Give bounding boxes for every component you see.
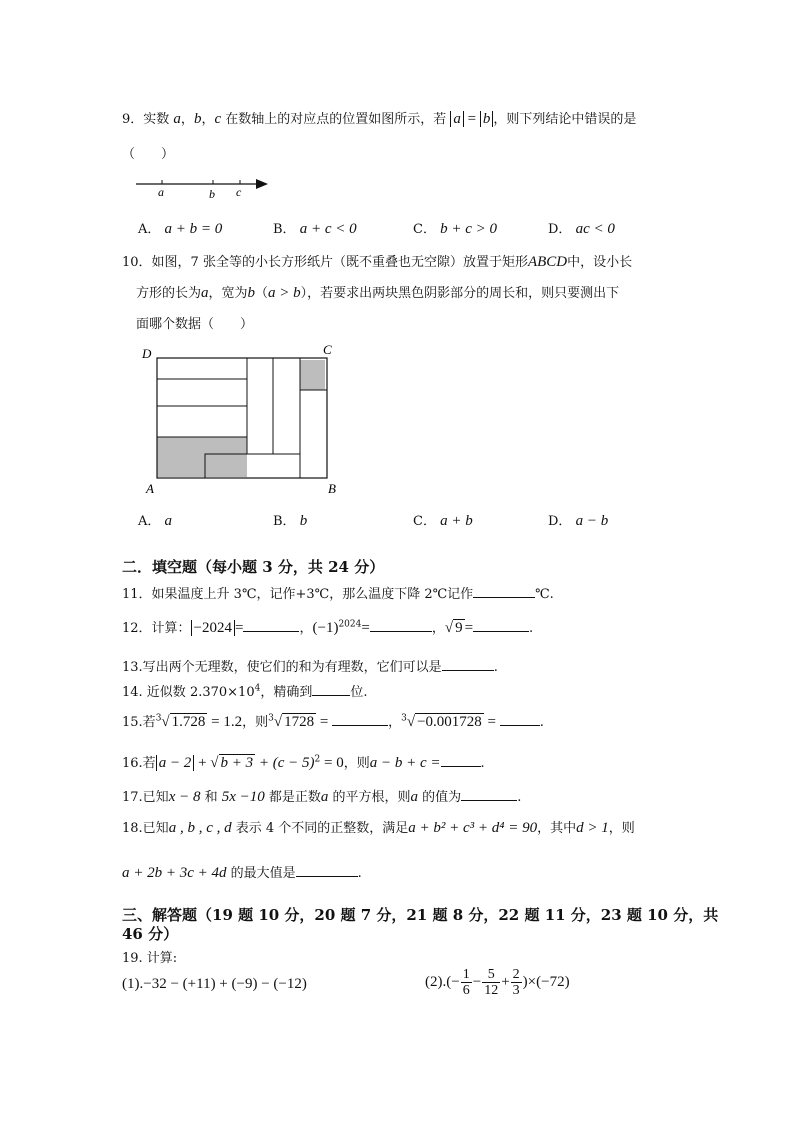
q12-blank-3[interactable] xyxy=(473,618,529,632)
q16: 16.若 a − 2 + √ $b + 3 + (c - 5)^2 = 0$，则a − b + c = . xyxy=(122,754,485,771)
q17: 17.已知x − 8 和 5x −10 都是正数a 的平方根，则a 的值为 . xyxy=(122,789,522,805)
q12-blank-1[interactable] xyxy=(243,618,299,632)
corner-B: B xyxy=(328,481,336,496)
q9-option-b[interactable]: B． a + c < 0 xyxy=(273,221,357,237)
fraction-2-3: $\frac{2}{3}$ xyxy=(512,967,520,998)
q11: 11．如果温度上升 3℃，记作+3℃，那么温度下降 2℃记作 ℃. xyxy=(122,583,554,602)
q19-part2: (2).(− $\frac{1}{6}$ − $\frac{5}{12}$ + $\frac{2}{3}$ )×(−72) xyxy=(425,967,570,998)
q19-part1: (1).−32 − (+11) + (−9) − (−12) xyxy=(122,976,307,992)
q9-paren: （ ） xyxy=(122,147,175,162)
q15-blank-2[interactable] xyxy=(500,712,540,726)
corner-C: C xyxy=(323,342,332,357)
q10-option-d[interactable]: D． a − b xyxy=(548,513,609,529)
q10-line2: 方形的长为a，宽为b（a > b），若要求出两块黑色阴影部分的周长和，则只要测出下 xyxy=(136,285,620,301)
q14: 14. 近似数 $2.370\times 10^4$，精确到 位. xyxy=(122,683,368,700)
q10-option-b[interactable]: B． b xyxy=(273,513,308,529)
q19-label: 19. 计算: xyxy=(122,951,178,966)
q18-line2: a + 2b + 3c + 4d 的最大值是 . xyxy=(122,865,362,881)
q14-blank[interactable] xyxy=(312,682,350,696)
q11-blank[interactable] xyxy=(473,584,535,598)
q10-option-c[interactable]: C． a + b xyxy=(413,513,473,529)
var-c: c xyxy=(214,111,222,127)
q12: 12．计算： −2024 = ，$(-1)^{2024}=$ ，√ 9 = . xyxy=(122,619,534,636)
q9-option-a[interactable]: A． a + b = 0 xyxy=(138,221,223,237)
q16-blank[interactable] xyxy=(441,753,481,767)
fraction-1-6: $\frac{1}{6}$ xyxy=(462,967,470,998)
section-2-title: 二．填空题（每小题 3 分，共 24 分） xyxy=(122,558,385,576)
q18-blank[interactable] xyxy=(296,863,358,877)
q18-line1: 18.已知a , b , c , d 表示 4 个不同的正整数，满足a + b² + c³ + d⁴ = 90，其中d > 1，则 xyxy=(122,820,635,836)
axis-label-b: b xyxy=(209,187,215,200)
q13-blank[interactable] xyxy=(442,657,494,671)
abs-b: b xyxy=(480,111,494,127)
q9-stem: 9．实数 a，b，c 在数轴上的对应点的位置如图所示，若 a = b ，则下列结论中错误的是 xyxy=(122,111,637,127)
q10-line1: 10．如图，7 张全等的小长方形纸片（既不重叠也无空隙）放置于矩形ABCD中，设小长 xyxy=(122,254,633,270)
rectangle-abcd-figure xyxy=(140,340,350,500)
var-b: b xyxy=(247,285,256,301)
q9-option-d[interactable]: D． ac < 0 xyxy=(548,221,615,237)
number-line-figure xyxy=(136,174,271,200)
number-line-arrow xyxy=(256,179,268,189)
q15: 15.若$^3$√ 1.728 = 1.2，则$^3$√ 1728 = ，$^3$√ −0.001728 = . xyxy=(122,713,544,730)
corner-A: A xyxy=(146,481,154,496)
q10-option-a[interactable]: A． a xyxy=(138,513,173,529)
q17-blank[interactable] xyxy=(461,787,517,801)
var-a: a xyxy=(173,111,181,127)
abs-a: a xyxy=(450,111,464,127)
fraction-5-12: $\frac{5}{12}$ xyxy=(484,967,499,998)
q15-blank-1[interactable] xyxy=(332,712,388,726)
shaded-region-top-right xyxy=(300,360,325,390)
q9-option-c[interactable]: C． b + c > 0 xyxy=(413,221,497,237)
axis-label-c: c xyxy=(236,185,242,199)
axis-label-a: a xyxy=(158,185,164,199)
var-b: b xyxy=(193,111,202,127)
q13: 13.写出两个无理数，使它们的和为有理数，它们可以是 . xyxy=(122,656,498,675)
section-3-title-line2: 46 分） xyxy=(122,925,179,943)
q12-blank-2[interactable] xyxy=(370,618,432,632)
corner-D: D xyxy=(142,346,152,361)
var-a: a xyxy=(201,285,209,301)
q10-line3: 面哪个数据（ ） xyxy=(136,317,254,332)
section-3-title-line1: 三、解答题（19 题 10 分，20 题 7 分，21 题 8 分，22 题 11 分，23 题 10 分，共 xyxy=(122,906,719,924)
